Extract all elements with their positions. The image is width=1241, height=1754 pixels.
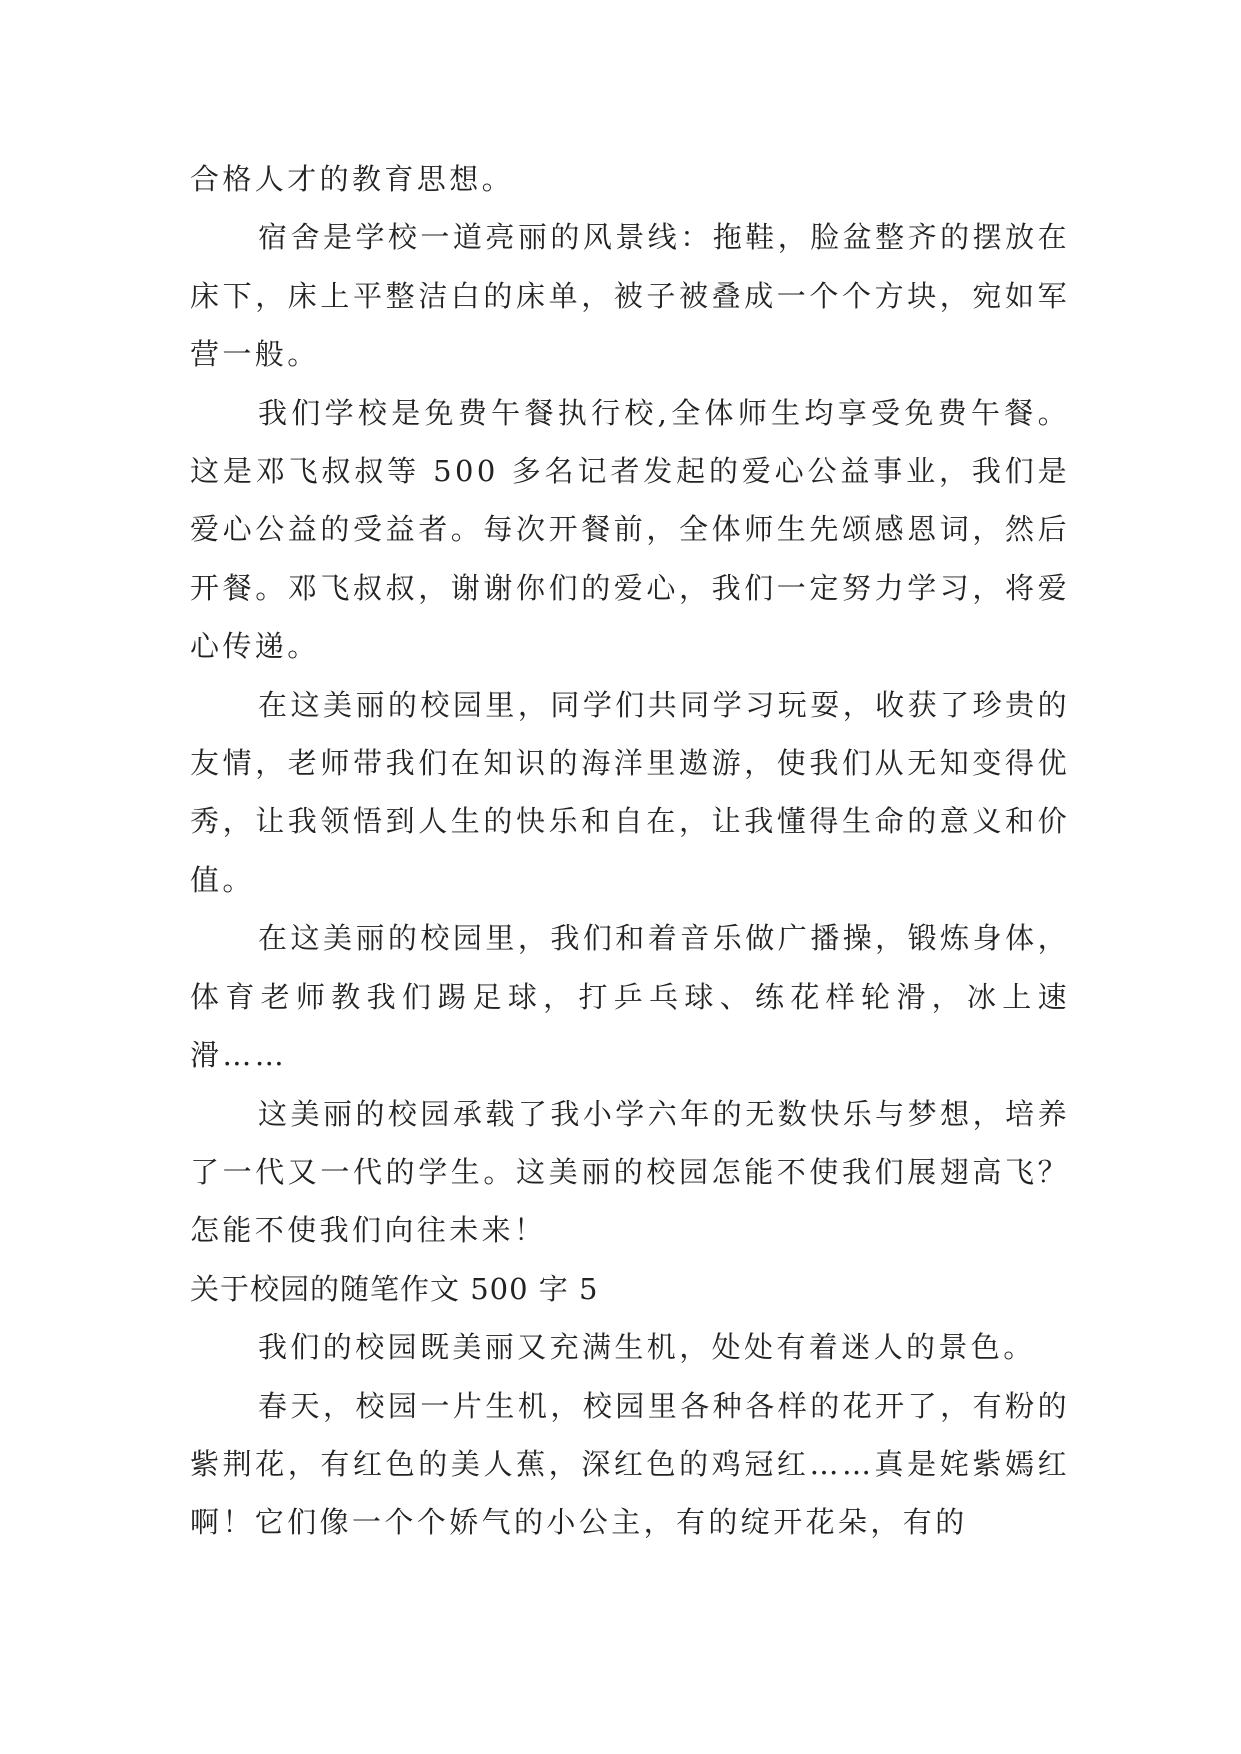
- paragraph-7: 我们的校园既美丽又充满生机，处处有着迷人的景色。: [258, 1330, 1036, 1365]
- paragraph-4: 在这美丽的校园里，同学们共同学习玩耍，收获了珍贵的友情，老师带我们在知识的海洋里遨游，使我们从无知变得优秀，让我领悟到人生的快乐和自在，让我懂得生命的意义和价值。: [190, 687, 1070, 897]
- paragraph-2: 宿舍是学校一道亮丽的风景线：拖鞋，脸盆整齐的摆放在床下，床上平整洁白的床单，被子被叠成一个个方块，宛如军营一般。: [190, 220, 1070, 372]
- paragraph-6: 这美丽的校园承载了我小学六年的无数快乐与梦想，培养了一代又一代的学生。这美丽的校园怎能不使我们展翅高飞？怎能不使我们向往未来！: [190, 1096, 1070, 1248]
- paragraph-5: 在这美丽的校园里，我们和着音乐做广播操，锻炼身体，体育老师教我们踢足球，打乒乓球、练花样轮滑，冰上速滑……: [190, 921, 1070, 1073]
- paragraph-1: 合格人才的教育思想。: [190, 162, 515, 196]
- paragraph-3: 我们学校是免费午餐执行校,全体师生均享受免费午餐。这是邓飞叔叔等 500 多名记者发起的爱心公益事业，我们是爱心公益的受益者。每次开餐前，全体师生先颂感恩词，然后开餐。邓飞叔叔，谢谢你们的爱心，我们一定努力学习，将爱心传递。: [190, 395, 1070, 664]
- paragraph-8: 春天，校园一片生机，校园里各种各样的花开了，有粉的紫荆花，有红色的美人蕉，深红色的鸡冠红……真是姹紫嫣红啊！它们像一个个娇气的小公主，有的绽开花朵，有的: [190, 1388, 1070, 1540]
- section-heading: 关于校园的随笔作文 500 字 5: [190, 1271, 599, 1306]
- document-body: [190, 150, 1070, 1552]
